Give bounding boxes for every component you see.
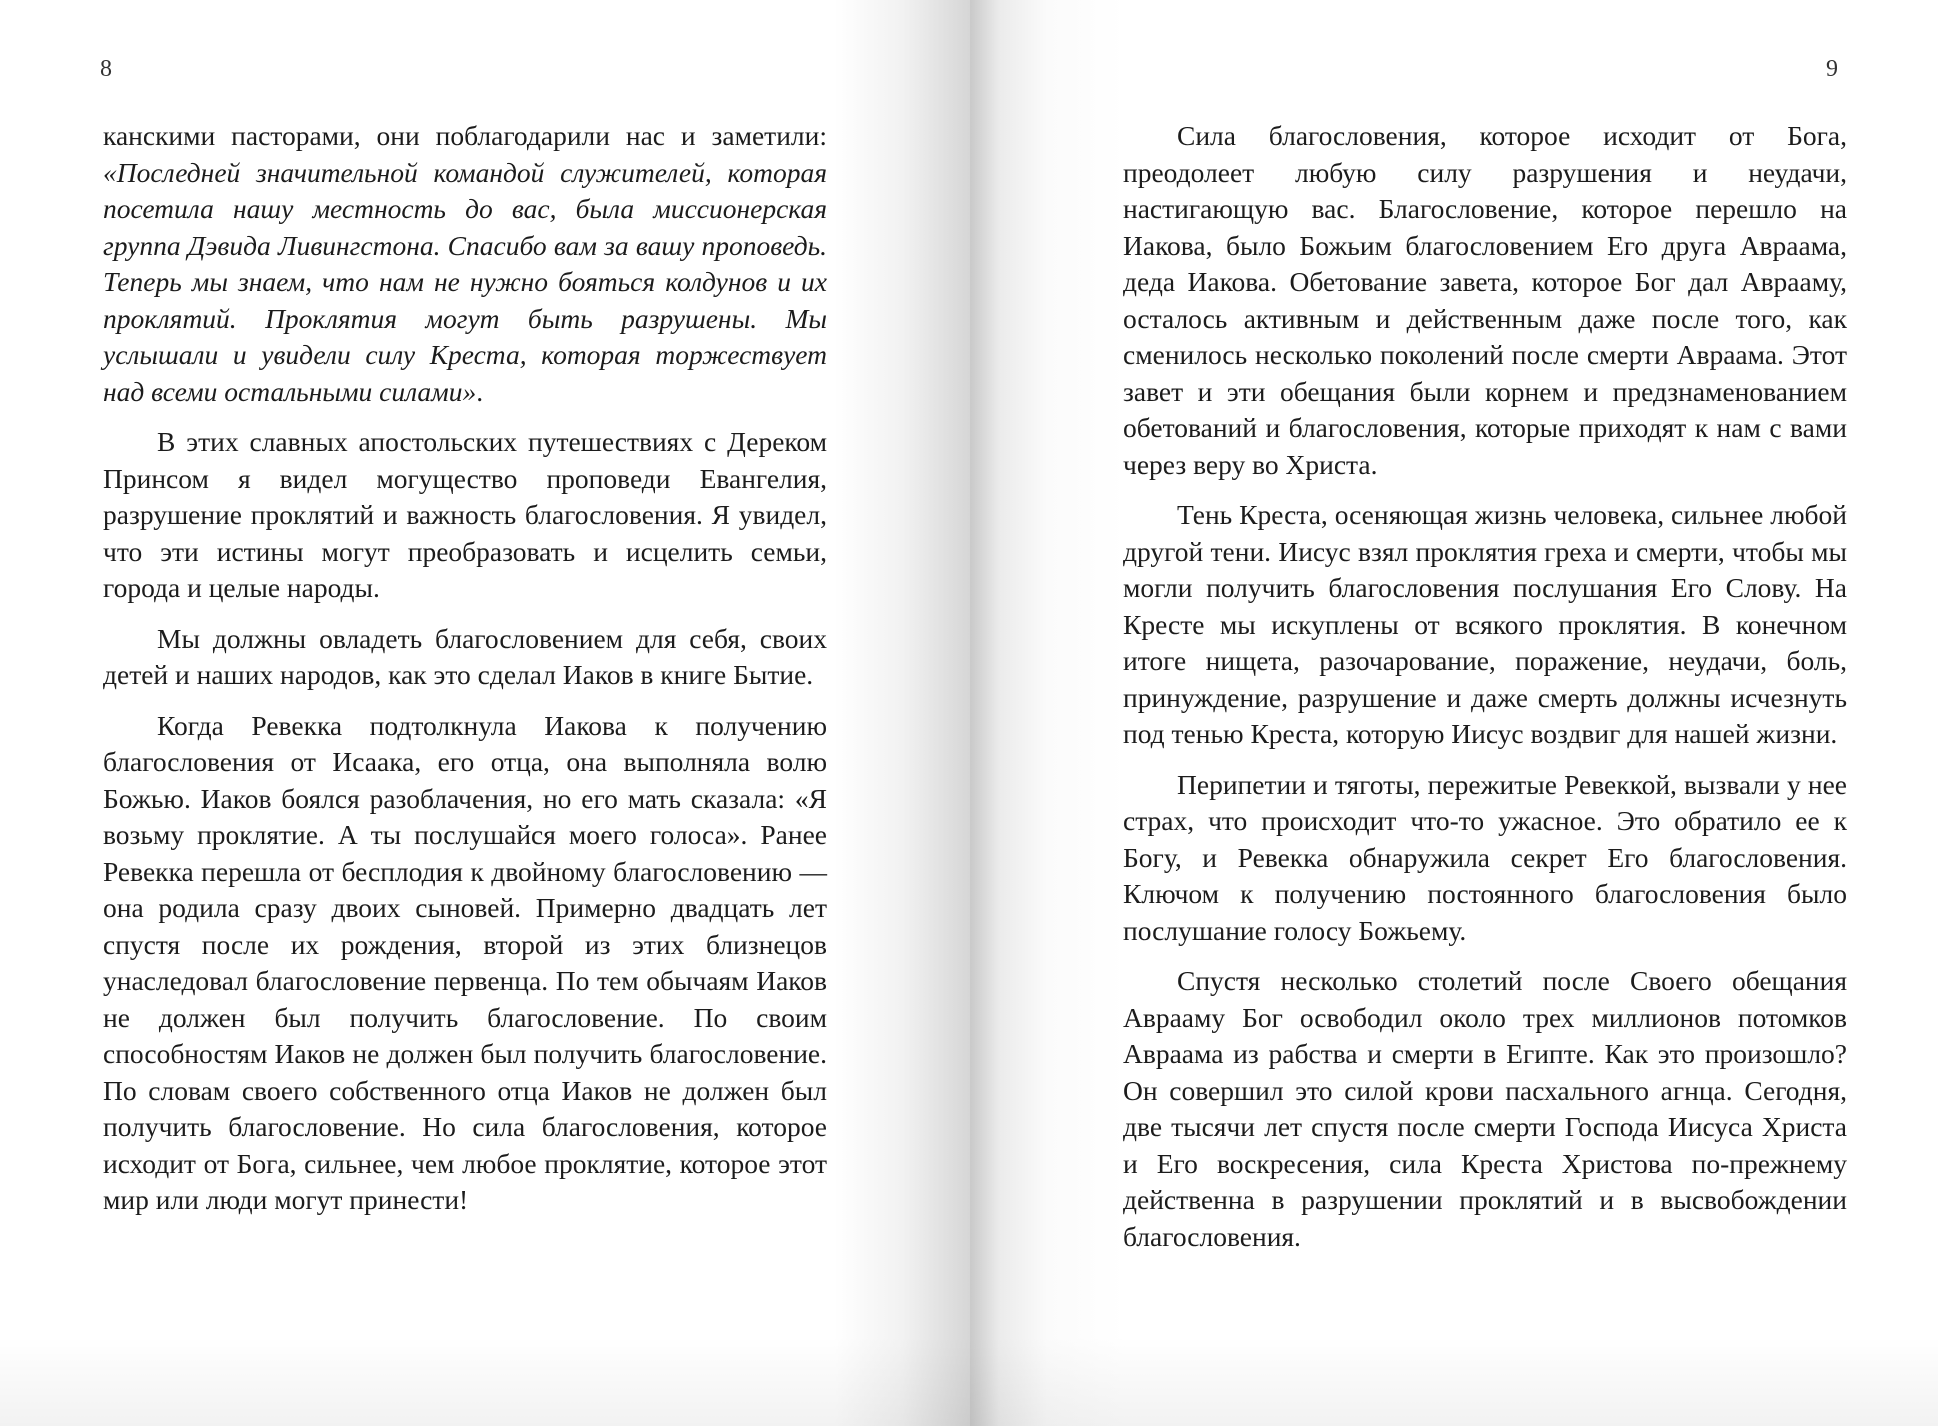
right-page-text: [1123, 118, 1847, 1269]
paragraph: Тень Креста, осеняющая жизнь человека, сильнее любой другой тени. Иисус взял проклятия греха и смерти, чтобы мы могли получить благословения послушания Его Слову. На Кресте мы искуплены от всякого проклятия. В конечном итоге нищета, разочарование, поражение, неудачи, боль, принуждение, разрушение и даже смерть должны исчезнуть под тенью Креста, которую Иисус воздвиг для нашей жизни.: [1123, 499, 1847, 749]
paragraph: Когда Ревекка подтолкнула Иакова к получению благословения от Исаака, его отца, она выполняла волю Божью. Иаков боялся разоблачения, но его мать сказала: «Я возьму проклятие. А ты послушайся моего голоса». Ранее Ревекка перешла от бесплодия к двойному благословению — она родила сразу двоих сыновей. Примерно двадцать лет спустя после их рождения, второй из этих близнецов унаследовал благословение первенца. По тем обычаям Иаков не должен был получить благословение. По своим способностям Иаков не должен был получить благословение. По словам своего собственного отца Иаков не должен был получить благословение. Но сила благословения, которое исходит от Бога, сильнее, чем любое проклятие, которое этот мир или люди могут принести!: [103, 709, 827, 1215]
continuation-paragraph: [103, 118, 827, 410]
paragraph: В этих славных апостольских путешествиях с Дереком Принсом я видел могущество проповеди Евангелия, разрушение проклятий и важность благословения. Я увидел, что эти истины могут преобразовать и исцелить семьи, города и целые народы.: [103, 426, 827, 603]
left-page-text: [103, 118, 827, 1233]
paragraph: Сила благословения, которое исходит от Бога, преодолеет любую силу разрушения и неудачи, настигающую вас. Благословение, которое перешло на Иакова, было Божьим благословением Его друга Авраама, деда Иакова. Обетование завета, которое Бог дал Аврааму, осталось активным и действенным даже после того, как сменилось несколько поколений после смерти Авраама. Этот завет и эти обещания были корнем и предзнаменованием обетований и благословения, которые приходят к нам с вами через веру во Христа.: [1123, 120, 1847, 480]
italic-quote: «Последней значительной командой служителей, которая посетила нашу местность до вас, была миссионерская группа Дэвида Ливингстона. Спасибо вам за вашу проповедь. Теперь мы знаем, что нам не нужно бояться колдунов и их проклятий. Проклятия могут быть разрушены. Мы услышали и увидели силу Креста, которая торжествует над всеми остальными силами»: [103, 156, 827, 407]
paragraph: Спустя несколько столетий после Своего обещания Аврааму Бог освободил около трех миллионов потомков Авраама из рабства и смерти в Египте. Как это произошло? Он совершил это силой крови пасхального агнца. Сегодня, две тысячи лет спустя после смерти Господа Иисуса Христа и Его воскресения, сила Креста Христова по-прежнему действенна в разрушении проклятий и в высвобождении благословения.: [1123, 965, 1847, 1252]
page-number: 9: [1826, 56, 1838, 82]
paragraph-tail: .: [476, 375, 484, 407]
paragraph-lead: канскими пасторами, они поблагодарили нас и заметили:: [103, 120, 827, 151]
page-shadow: [970, 1336, 1938, 1426]
page-shadow: [0, 1336, 970, 1426]
page-number: 8: [100, 56, 112, 82]
paragraph: Мы должны овладеть благословением для себя, своих детей и наших народов, как это сделал Иаков в книге Бытие.: [103, 622, 827, 690]
right-page: [970, 0, 1938, 1426]
paragraph: Перипетии и тяготы, пережитые Ревеккой, вызвали у нее страх, что происходит что-то ужасное. Это обратило ее к Богу, и Ревекка обнаружила секрет Его благословения. Ключом к получению постоянного благословения было послушание голосу Божьему.: [1123, 768, 1847, 946]
